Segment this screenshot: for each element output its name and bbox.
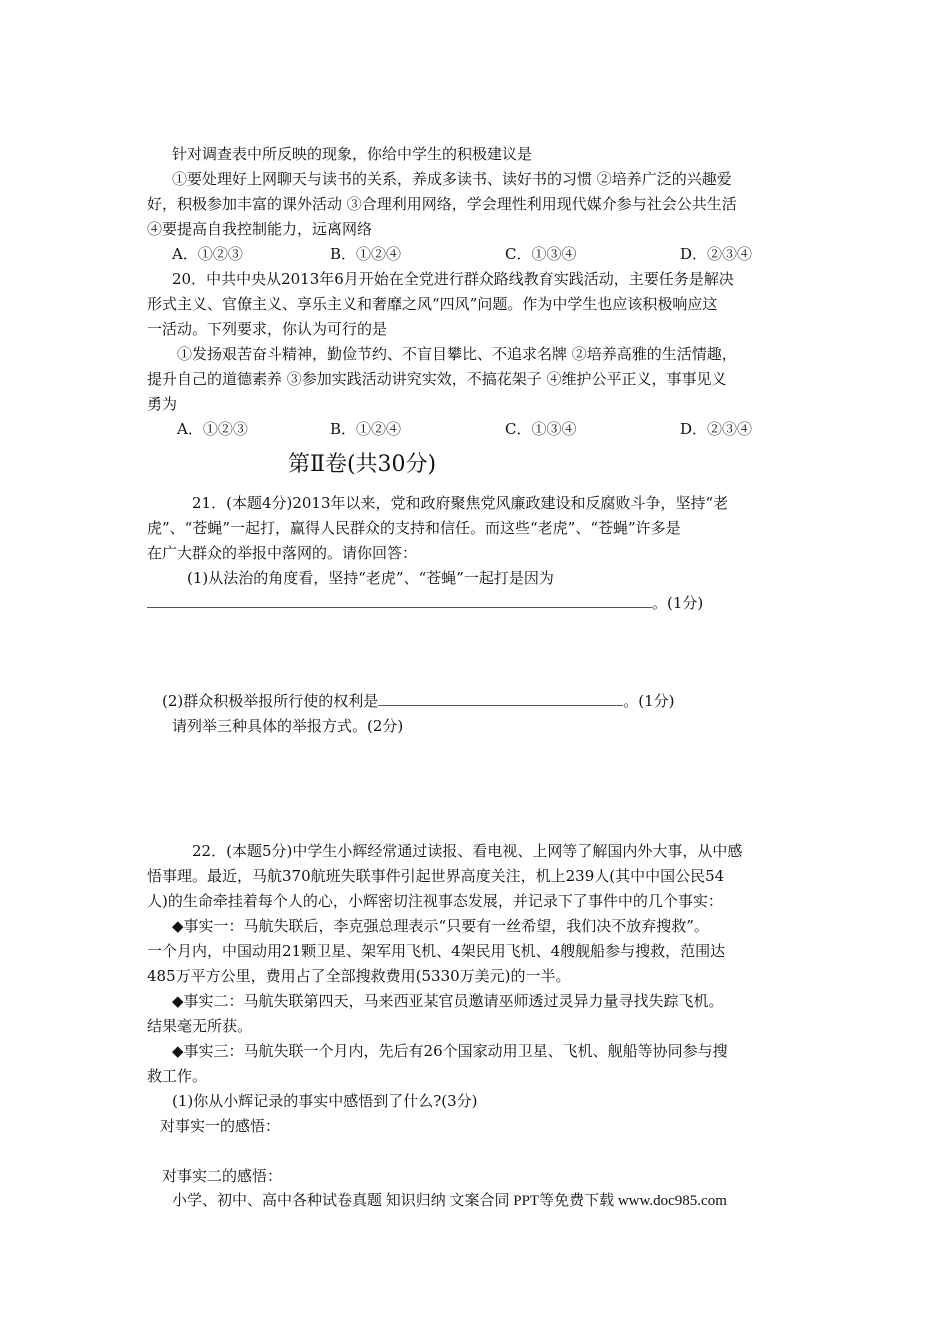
q21-intro-line: 虎”、“苍蝇”一起打，赢得人民群众的支持和信任。而这些“老虎”、“苍蝇”许多是	[147, 519, 681, 537]
q22-fact-two: ◆事实二：马航失联第四天，马来西亚某官员邀请巫师透过灵异力量寻找失踪飞机。	[172, 992, 724, 1010]
q21-sub1-score: 。(1分)	[652, 594, 704, 612]
q22-line: 一个月内，中国动用21颗卫星、架军用飞机、4架民用飞机、4艘舰船参与搜救，范围达	[147, 942, 726, 960]
q22-line: 结果毫无所获。	[147, 1017, 253, 1035]
q22-line: 人)的生命牵挂着每个人的心，小辉密切注视事态发展，并记录下了事件中的几个事实：	[147, 892, 723, 910]
q19-option-d: D．②③④	[680, 245, 753, 263]
q21-intro-line: 在广大群众的举报中落网的。请你回答：	[147, 544, 418, 562]
q20-option-a: A．①②③	[177, 420, 248, 438]
q22-line: 救工作。	[147, 1067, 208, 1085]
q20-line: 勇为	[147, 395, 178, 413]
q19-body-line: ①要处理好上网聊天与读书的关系，养成多读书、读好书的习惯 ②培养广泛的兴趣爱	[172, 170, 732, 188]
q20-line: 提升自己的道德素养 ③参加实践活动讲究实效，不搞花架子 ④维护公平正义，事事见义	[147, 370, 727, 388]
q20-line: 一活动。下列要求，你认为可行的是	[147, 320, 388, 338]
q22-line: 悟事理。最近，马航370航班失联事件引起世界高度关注，机上239人(其中中国公民54	[147, 867, 725, 885]
q21-sub3: 请列举三种具体的举报方式。(2分)	[172, 717, 404, 735]
q21-sub2: (2)群众积极举报所行使的权利是	[162, 692, 379, 710]
q20-line: 形式主义、官僚主义、享乐主义和奢靡之风“四风”问题。作为中学生也应该积极响应这	[147, 295, 718, 313]
q21-sub2-row	[162, 690, 675, 712]
q22-fact-one: ◆事实一：马航失联后，李克强总理表示“只要有一丝希望，我们决不放弃搜救”。	[172, 917, 709, 935]
q19-stem: 针对调查表中所反映的现象，你给中学生的积极建议是	[172, 145, 533, 163]
q20-option-d: D．②③④	[680, 420, 753, 438]
q20-option-b: B．①②④	[330, 420, 402, 438]
q22-line: 485万平方公里，费用占了全部搜救费用(5330万美元)的一半。	[147, 967, 571, 985]
q22-sub1: (1)你从小辉记录的事实中感悟到了什么?(3分)	[172, 1092, 478, 1110]
q22-reflection-one: 对事实一的感悟：	[160, 1117, 281, 1135]
q20-option-c: C．①③④	[505, 420, 577, 438]
q22-fact-three: ◆事实三：马航失联一个月内，先后有26个国家动用卫星、飞机、舰船等协同参与搜	[172, 1042, 728, 1060]
q21-sub1-answer-row	[147, 592, 703, 614]
answer-blank[interactable]	[378, 690, 623, 706]
answer-blank[interactable]	[147, 592, 652, 608]
q19-body-line: ④要提高自我控制能力，远离网络	[147, 220, 373, 238]
q19-option-a: A．①②③	[172, 245, 243, 263]
q21-sub1: (1)从法治的角度看，坚持“老虎”、“苍蝇”一起打是因为	[187, 569, 554, 587]
q19-body-line: 好，积极参加丰富的课外活动 ③合理利用网络，学会理性利用现代媒介参与社会公共生活	[147, 195, 737, 213]
q22-reflection-two: 对事实二的感悟：	[162, 1167, 283, 1185]
q20-line: ①发扬艰苦奋斗精神，勤俭节约、不盲目攀比、不追求名牌 ②培养高雅的生活情趣，	[177, 345, 737, 363]
q20-line: 20．中共中央从2013年6月开始在全党进行群众路线教育实践活动，主要任务是解决	[172, 270, 734, 288]
q22-line: 22．(本题5分)中学生小辉经常通过读报、看电视、上网等了解国内外大事，从中感	[192, 842, 743, 860]
q21-intro-line: 21．(本题4分)2013年以来，党和政府聚焦党风廉政建设和反腐败斗争，坚持“老	[192, 494, 729, 512]
q19-option-c: C．①③④	[505, 245, 577, 263]
q19-option-b: B．①②④	[330, 245, 402, 263]
section-title: 第Ⅱ卷(共30分)	[288, 452, 437, 477]
page-footer: 小学、初中、高中各种试卷真题 知识归纳 文案合同 PPT等免费下载 www.doc985.com	[172, 1193, 727, 1209]
q21-sub2-score: 。(1分)	[623, 692, 675, 710]
